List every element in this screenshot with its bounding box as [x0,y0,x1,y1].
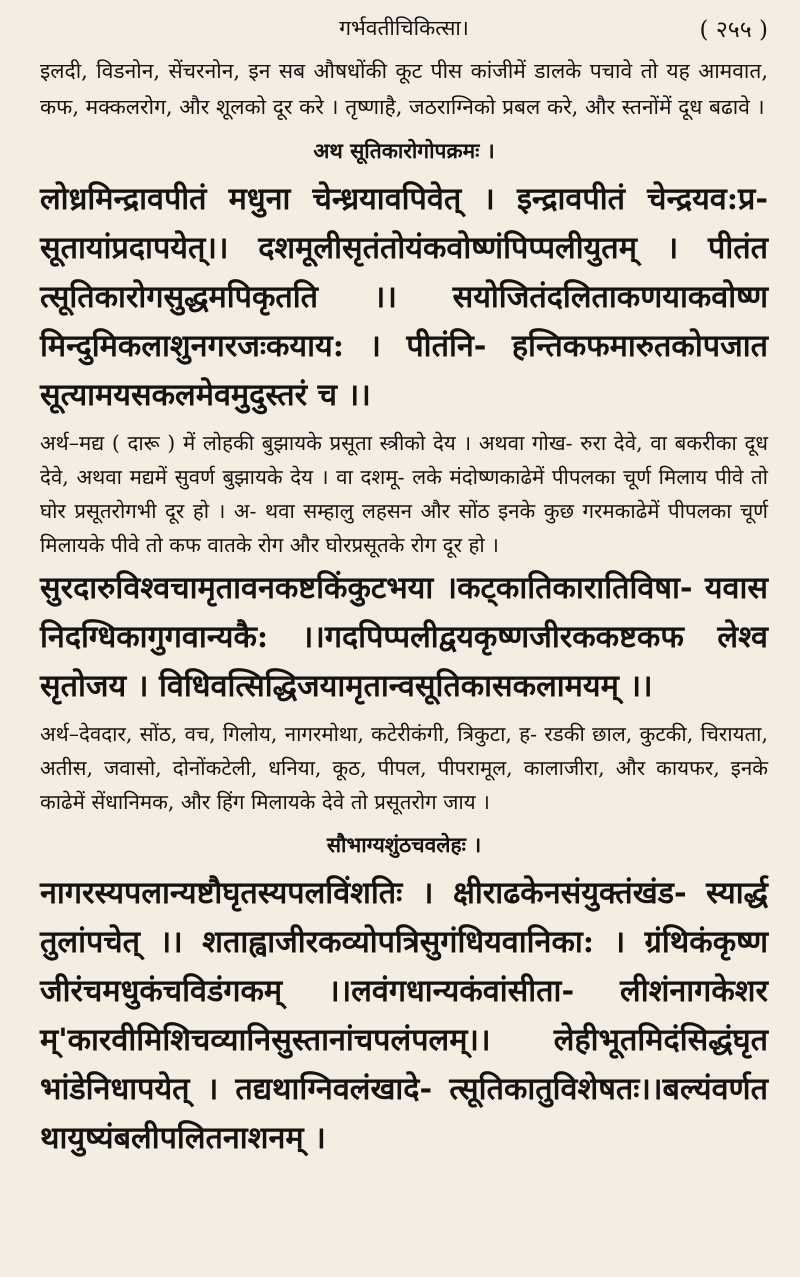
intro-paragraph: इलदी, विडनोन, सेंचरनोन, इन सब औषधोंकी कूट पीस कांजीमें डालके पचावे तो यह आमवात, कफ, मक्कलरोग, और शूलको दूर करे । तृष्णाहै, जठराग्निको प्रबल करे, और स्तनोंमें दूध बढावे । [40,59,768,119]
sanskrit-verse-3: नागरस्यपलान्यष्टौघृतस्यपलविंशतिः । क्षीराढकेनसंयुक्तंखंड- स्यार्द्धतुलांपचेत् ।। शताह्वाजीरकव्योपत्रिसुगंधियवानिका: । ग्रंथिकंकृष्णजीरंचमधुकंचविडंगकम् ।।लवंगधान्यकंवांसीता- लीशंनागकेशरम्'कारवीमिशिचव्यानिसुस्तानांचपलंपलम्।। लेहीभूतमिदंसिद्धंघृतभांडेनिधापयेत् । तद्यथाग्निवलंखादे- त्सूतिकातुविशेषतः।।बल्यंवर्णतथायुष्यंबलीपलितनाशनम् । [40,875,768,1156]
book-page [40,8,768,1267]
page-header [40,8,768,54]
meaning-paragraph-2: अर्थ–देवदार, सोंठ, वच, गिलोय, नागरमोथा, कटेरीकंगी, त्रिकुटा, ह- रडकी छाल, कुटकी, चिरायता, अतीस, जवासो, दोनोंकटेली, धनिया, कूठ, पीपल, पीपरामूल, कालाजीरा, और कायफर, इनके काढेमें सेंधानिमक, और हिंग मिलायके देवे तो प्रसूतरोग जाय । [40,722,768,814]
page-number: ( २५५ ) [699,17,768,43]
sanskrit-verse-1: लोध्रमिन्द्रावपीतं मधुना चेन्ध्रयावपिवेत् । इन्द्रावपीतं चेन्द्रयव:प्र- सूतायांप्रदापयेत्।। दशमूलीसृतंतोयंकवोष्णंपिप्पलीयुतम् । पीतंतत्सूतिकारोगसुद्धमपिकृतति ।। सयोजितंदलिताकणयाकवोष्णमिन्दुमिकलाशुनगरजःकयाय: । पीतंनि- हन्तिकफमारुतकोपजातसूत्यामयसकलमेवमुदुस्तरं च ।। [40,181,768,413]
section-heading-saubhagya: सौभाग्यशुंठचवलेहः । [326,832,482,857]
section-heading-sutika: अथ सूतिकारोगोपक्रमः । [313,138,495,163]
meaning-paragraph-1: अर्थ–मद्य ( दारू ) में लोहकी बुझायके प्रसूता स्त्रीको देय । अथवा गोख- रुरा देवे, वा बकरीका दूध देवे, अथवा मद्यमें सुवर्ण बुझायके देय । वा दशमू- लके मंदोष्णकाढेमें पीपलका चूर्ण मिलाय पीवे तो घोर प्रसूतरोगभी दूर हो । अ- थवा सम्हालु लहसन और सोंठ इनके कुछ गरमकाढेमें पीपलका चूर्ण मिलायके पीवे तो कफ वातके रोग और घोरप्रसूतके रोग दूर हो । [40,431,768,557]
running-title: गर्भवतीचिकित्सा। [339,16,469,40]
sanskrit-verse-2: सुरदारुविश्वचामृतावनकष्टकिंकुटभया ।कट्कातिकारातिविषा- यवासनिदग्धिकागुगवान्यकै: ।।गदपिप्पलीद्वयकृष्णजीरककष्टकफ लेश्वसृतोजय । विधिवत्सिद्धिजयामृतान्वसूतिकासकलामयम् ।। [40,570,768,704]
